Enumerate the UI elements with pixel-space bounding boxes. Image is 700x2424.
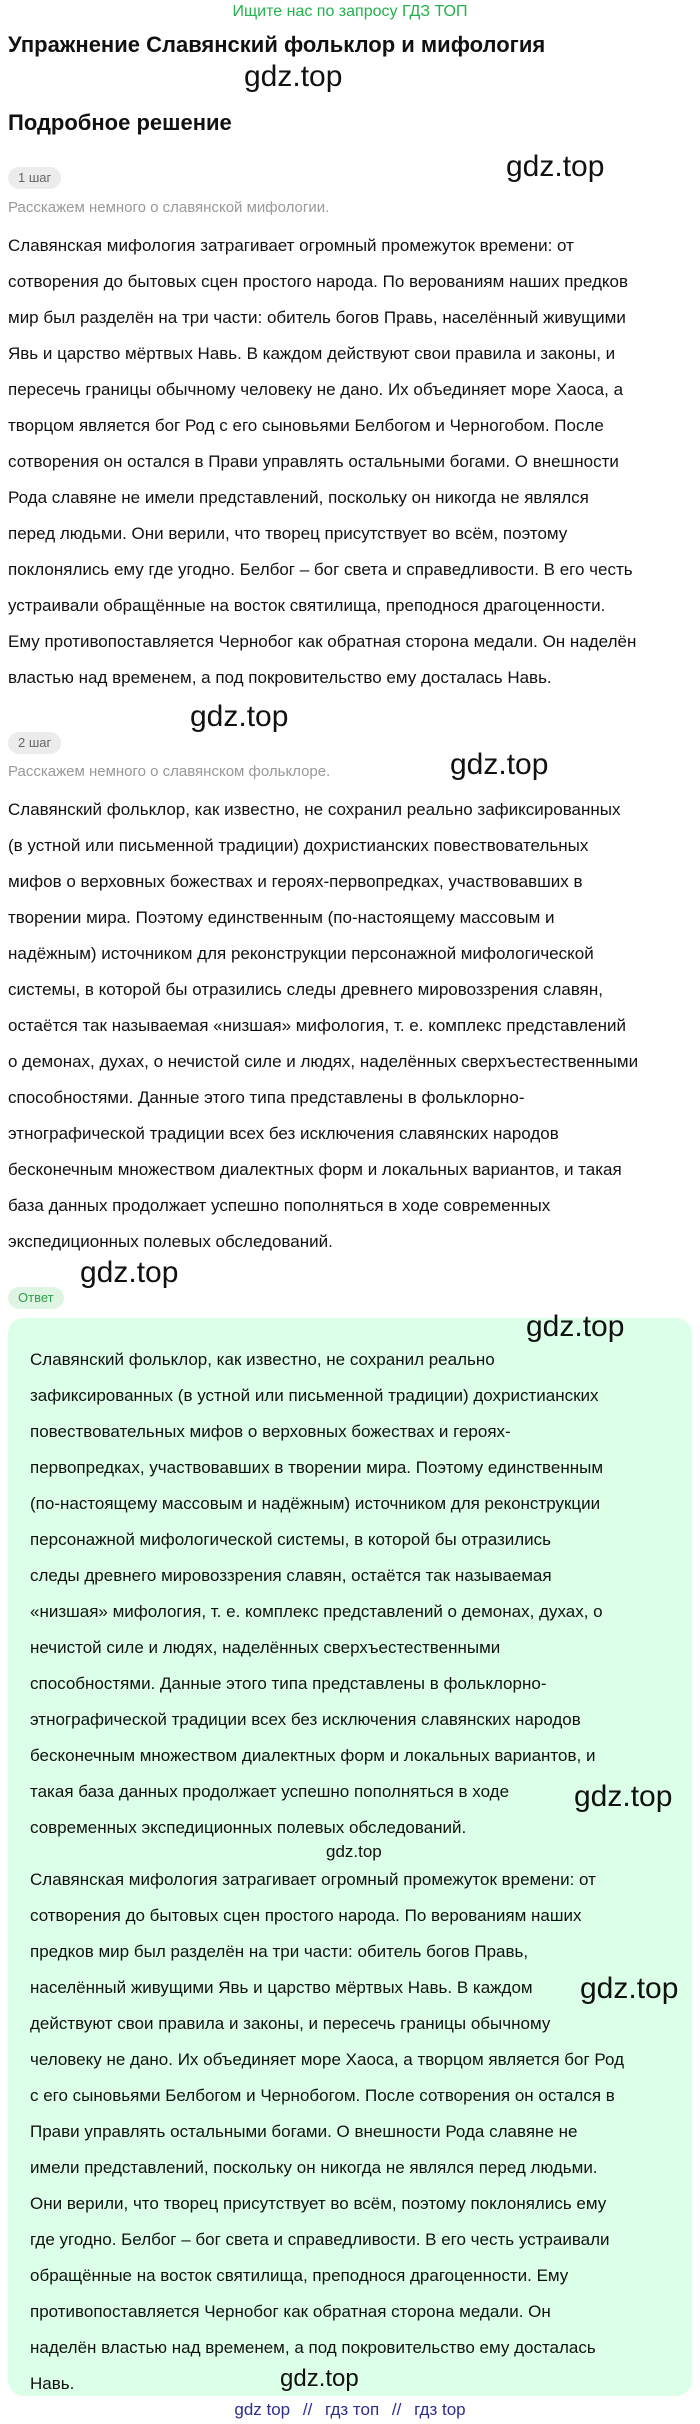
text-line: обращённые на восток святилища, преподнося драгоценности. Ему (30, 2266, 569, 2285)
watermark: gdz.top (280, 2365, 359, 2392)
text-line: сотворения до бытовых сцен простого народа. По верованиям наших предков (8, 272, 629, 291)
text-line: предков мир был разделён на три части: обитель богов Правь, (30, 1942, 529, 1961)
text-line: такая база данных продолжает успешно пополняться в ходе (30, 1782, 510, 1801)
footer-separator: // (302, 2400, 313, 2419)
text-line: Славянская мифология затрагивает огромный промежуток времени: от (30, 1870, 596, 1889)
text-line: зафиксированных (в устной или письменной традиции) дохристианских (30, 1386, 599, 1405)
text-line: действуют свои правила и законы, и пересечь границы обычному (30, 2014, 551, 2033)
text-line: населённый живущими Явь и царство мёртвых Навь. В каждом (30, 1978, 533, 1997)
text-line: (в устной или письменной традиции) дохристианских повествовательных (8, 836, 589, 855)
watermark: gdz.top (244, 60, 343, 93)
text-line: этнографической традиции всех без исключения славянских народов (8, 1124, 559, 1143)
answer-badge: Ответ (8, 1287, 64, 1309)
watermark: gdz.top (450, 748, 549, 781)
page-title: Упражнение Славянский фольклор и мифология (8, 32, 546, 57)
step-1-hint: Расскажем немного о славянской мифологии. (8, 199, 330, 216)
solution-heading: Подробное решение (8, 110, 232, 135)
footer-links (0, 2398, 700, 2422)
text-line: Прави управлять остальными богами. О внешности Рода славяне не (30, 2122, 578, 2141)
text-line: поклонялись ему где угодно. Белбог – бог света и справедливости. В его честь (8, 560, 633, 579)
text-line: Они верили, что творец присутствует во всём, поэтому поклонялись ему (30, 2194, 607, 2213)
text-line: надёжным) источником для реконструкции персонажной мифологической (8, 944, 594, 963)
text-line: повествовательных мифов о верховных божествах и героях- (30, 1422, 511, 1441)
watermark: gdz.top (526, 1310, 625, 1343)
answer-text-mythology (30, 1862, 670, 2402)
text-line: сотворения до бытовых сцен простого народа. По верованиям наших (30, 1906, 582, 1925)
text-line: нечистой силе и людях, наделённых сверхъестественными (30, 1638, 501, 1657)
text-line: способностями. Данные этого типа представлены в фольклорно- (30, 1674, 547, 1693)
step-2-hint: Расскажем немного о славянском фольклоре. (8, 763, 331, 780)
watermark: gdz.top (190, 700, 289, 733)
watermark: gdz.top (80, 1256, 179, 1289)
text-line: человеку не дано. Их объединяет море Хаоса, а творцом является бог Род (30, 2050, 625, 2069)
text-line: мифов о верховных божествах и героях-первопредках, участвовавших в (8, 872, 583, 891)
watermark: gdz.top (574, 1780, 673, 1813)
text-line: «низшая» мифология, т. е. комплекс представлений о демонах, духах, о (30, 1602, 603, 1621)
text-line: наделён властью над временем, а под покровительство ему досталась (30, 2338, 596, 2357)
text-line: противопоставляется Чернобог как обратная сторона медали. Он (30, 2302, 551, 2321)
footer-link-gdz-top[interactable]: gdz top (234, 2400, 291, 2419)
text-line: перед людьми. Они верили, что творец присутствует во всём, поэтому (8, 524, 568, 543)
text-line: база данных продолжает успешно пополняться в ходе современных (8, 1196, 551, 1215)
text-line: с его сыновьями Белбогом и Чернобогом. После сотворения он остался в (30, 2086, 615, 2105)
text-line: Навь. (30, 2374, 75, 2393)
text-line: творцом является бог Род с его сыновьями Белбогом и Черногобом. После (8, 416, 604, 435)
text-line: Славянский фольклор, как известно, не сохранил реально зафиксированных (8, 800, 621, 819)
text-line: сотворения он остался в Прави управлять остальными богами. О внешности (8, 452, 619, 471)
step-2-text (8, 792, 690, 1260)
text-line: следы древнего мировоззрения славян, остаётся так называемая (30, 1566, 552, 1585)
footer-separator: // (391, 2400, 402, 2419)
watermark: gdz.top (580, 1972, 679, 2005)
text-line: о демонах, духах, о нечистой силе и людях, наделённых сверхъестественными (8, 1052, 639, 1071)
top-banner[interactable]: Ищите нас по запросу ГДЗ ТОП (232, 3, 468, 20)
text-line: Ему противопоставляется Чернобог как обратная сторона медали. Он наделён (8, 632, 637, 651)
answer-text-folklore (30, 1342, 673, 1846)
watermark-small: gdz.top (326, 1842, 382, 1861)
step-2-badge: 2 шаг (8, 732, 61, 754)
text-line: персонажной мифологической системы, в которой бы отразились (30, 1530, 552, 1549)
text-line: устраивали обращённые на восток святилища, преподнося драгоценности. (8, 596, 606, 615)
text-line: Рода славяне не имели представлений, поскольку он никогда не являлся (8, 488, 589, 507)
text-line: современных экспедиционных полевых обследований. (30, 1818, 467, 1837)
text-line: экспедиционных полевых обследований. (8, 1232, 333, 1251)
step-1-badge: 1 шаг (8, 167, 61, 189)
text-line: бесконечным множеством диалектных форм и локальных вариантов, и (30, 1746, 596, 1765)
text-line: этнографической традиции всех без исключения славянских народов (30, 1710, 581, 1729)
text-line: Явь и царство мёртвых Навь. В каждом действуют свои правила и законы, и (8, 344, 616, 363)
text-line: первопредках, участвовавших в творении мира. Поэтому единственным (30, 1458, 604, 1477)
text-line: способностями. Данные этого типа представлены в фольклорно- (8, 1088, 525, 1107)
text-line: творении мира. Поэтому единственным (по-настоящему массовым и (8, 908, 555, 927)
text-line: властью над временем, а под покровительство ему досталась Навь. (8, 668, 552, 687)
text-line: бесконечным множеством диалектных форм и локальных вариантов, и такая (8, 1160, 622, 1179)
text-line: остаётся так называемая «низшая» мифология, т. е. комплекс представлений (8, 1016, 627, 1035)
text-line: (по-настоящему массовым и надёжным) источником для реконструкции (30, 1494, 601, 1513)
footer-link-gdz-top-ru[interactable]: гдз топ (325, 2400, 380, 2419)
text-line: мир был разделён на три части: обитель богов Правь, населённый живущими (8, 308, 626, 327)
text-line: Славянская мифология затрагивает огромный промежуток времени: от (8, 236, 574, 255)
text-line: имели представлений, поскольку он никогда не являлся перед людьми. (30, 2158, 598, 2177)
step-1-text (8, 228, 690, 696)
text-line: системы, в которой бы отразились следы древнего мировоззрения славян, (8, 980, 604, 999)
footer-link-gdz-top-mixed[interactable]: гдз top (414, 2400, 466, 2419)
text-line: Славянский фольклор, как известно, не сохранил реально (30, 1350, 495, 1369)
text-line: пересечь границы обычному человеку не дано. Их объединяет море Хаоса, а (8, 380, 624, 399)
watermark: gdz.top (506, 150, 605, 183)
text-line: где угодно. Белбог – бог света и справедливости. В его честь устраивали (30, 2230, 610, 2249)
